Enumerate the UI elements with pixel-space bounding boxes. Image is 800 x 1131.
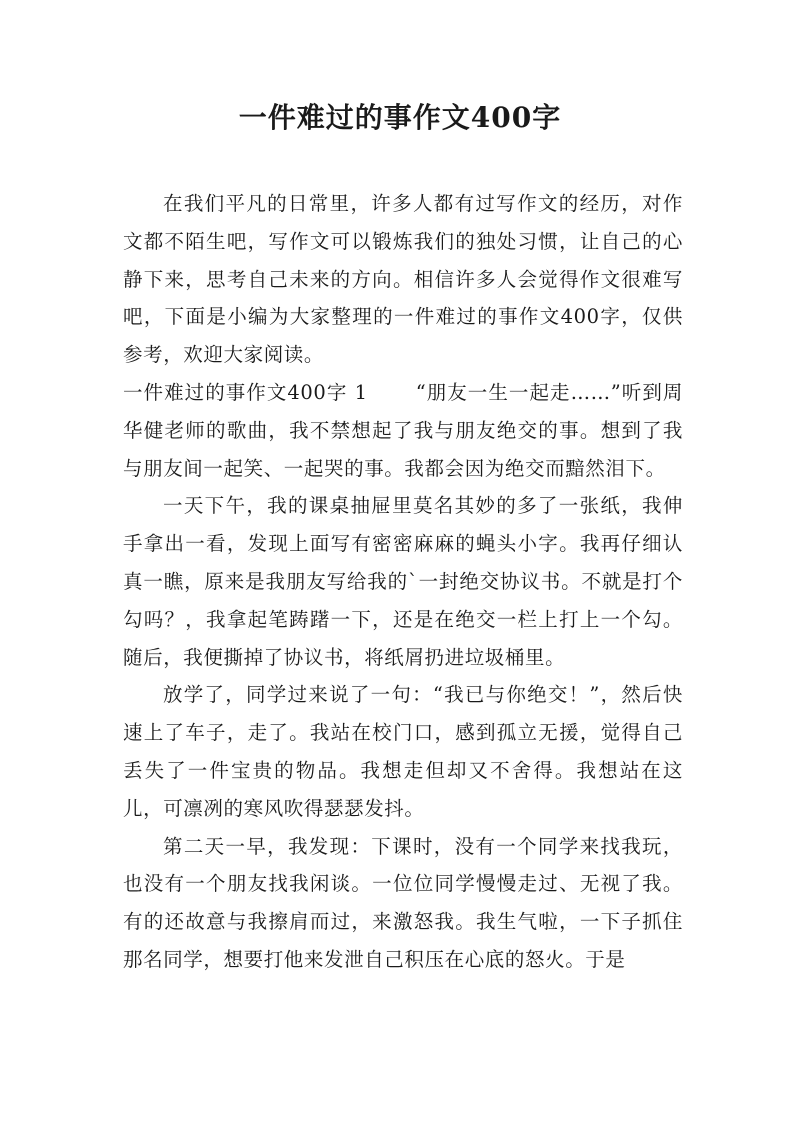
document-title: 一件难过的事作文400字 (238, 101, 562, 134)
body-paragraph-4: 第二天一早，我发现：下课时，没有一个同学来找我玩，也没有一个朋友找我闲谈。一位位同学慢慢走过、无视了我。有的还故意与我擦肩而过，来激怒我。我生气啦，一下子抓住那名同学，想要打他来发泄自己积压在心底的怒火。于是 (123, 834, 683, 971)
essay-subheading-paragraph (123, 374, 683, 487)
body-paragraph-1: “朋友一生一起走……”听到周华健老师的歌曲，我不禁想起了我与朋友绝交的事。想到了我与朋友间一起笑、一起哭的事。我都会因为绝交而黯然泪下。 (123, 380, 683, 480)
intro-paragraph: 在我们平凡的日常里，许多人都有过写作文的经历，对作文都不陌生吧，写作文可以锻炼我们的独处习惯，让自己的心静下来，思考自己未来的方向。相信许多人会觉得作文很难写吧，下面是小编为大家整理的一件难过的事作文400字，仅供参考，欢迎大家阅读。 (123, 192, 683, 367)
essay-subheading: 一件难过的事作文400字 1 (123, 380, 368, 404)
body-paragraph-3: 放学了，同学过来说了一句：“我已与你绝交！”，然后快速上了车子，走了。我站在校门口，感到孤立无援，觉得自己丢失了一件宝贵的物品。我想走但却又不舍得。我想站在这儿，可凛冽的寒风吹得瑟瑟发抖。 (123, 683, 683, 820)
body-paragraph-2: 一天下午，我的课桌抽屉里莫名其妙的多了一张纸，我伸手拿出一看，发现上面写有密密麻麻的蝇头小字。我再仔细认真一瞧，原来是我朋友写给我的`一封绝交协议书。不就是打个勾吗？，我拿起笔踌躇一下，还是在绝交一栏上打上一个勾。随后，我便撕掉了协议书，将纸屑扔进垃圾桶里。 (123, 494, 683, 669)
document-body (123, 185, 683, 979)
